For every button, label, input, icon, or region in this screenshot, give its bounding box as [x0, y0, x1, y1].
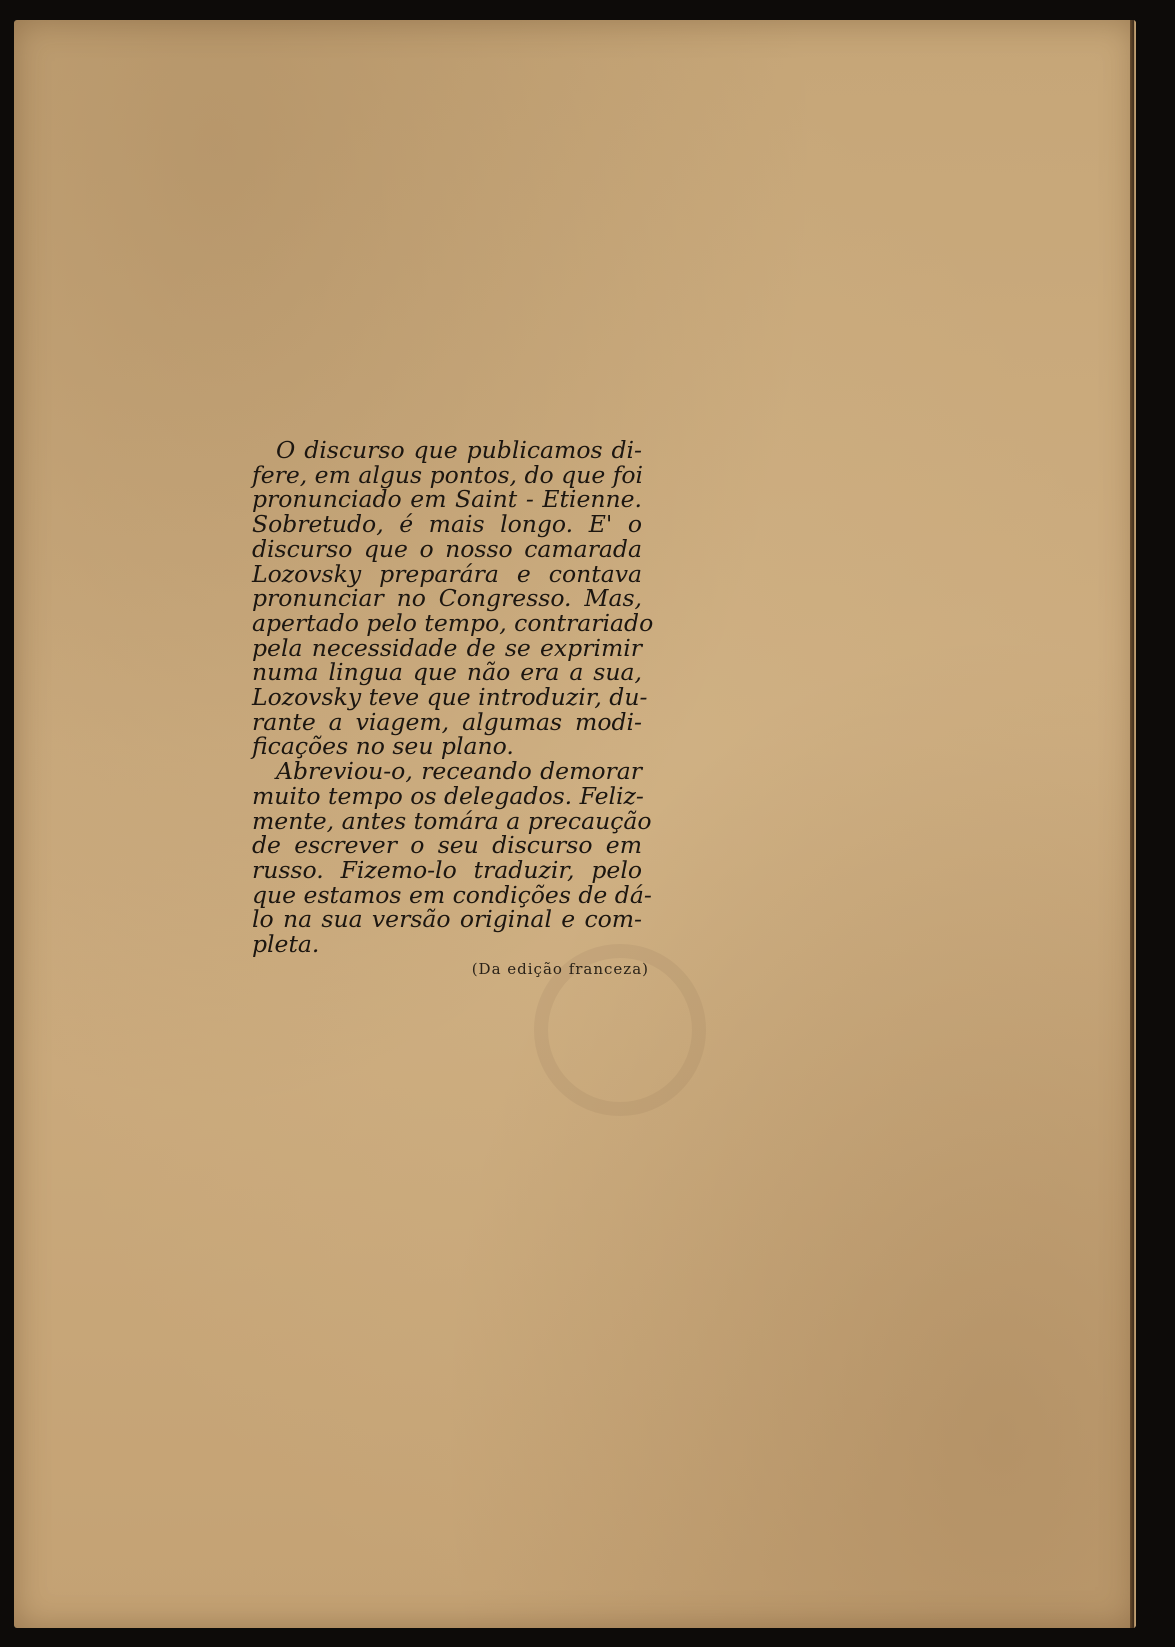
text-line: apertado pelo tempo, contrariado: [252, 608, 654, 637]
text-line: mente, antes tomára a precaução: [252, 806, 652, 835]
text-line: muito tempo os delegados. Feliz-: [252, 781, 644, 810]
text-line: discurso que o nosso camarada: [252, 534, 642, 563]
edition-credit: (Da edição franceza): [471, 960, 649, 978]
text-line: pela necessidade de se exprimir: [252, 633, 642, 662]
paragraph-1: [252, 436, 654, 761]
text-line: fere, em algus pontos, do que foi: [252, 460, 644, 489]
text-line: pleta.: [252, 930, 320, 959]
text-line: Sobretudo, é mais longo. E' o: [252, 510, 642, 539]
text-line: ficações no seu plano.: [252, 732, 514, 761]
text-line: pronunciar no Congresso. Mas,: [252, 584, 642, 613]
text-line: que estamos em condições de dá-: [252, 880, 652, 909]
preface-text: [252, 436, 654, 959]
book-page: [14, 20, 1136, 1628]
text-line: pronunciado em Saint - Etienne.: [252, 485, 642, 514]
text-line: russo. Fizemo-lo traduzir, pelo: [252, 855, 642, 884]
text-line: Abreviou-o, receando demorar: [276, 757, 642, 786]
paragraph-2: [252, 757, 652, 959]
text-line: O discurso que publicamos di-: [276, 436, 642, 464]
adjacent-page-edge: [1134, 20, 1136, 1628]
text-line: lo na sua versão original e com-: [252, 905, 642, 934]
text-line: rante a viagem, algumas modi-: [252, 707, 642, 736]
text-line: Lozovsky preparára e contava: [252, 559, 642, 588]
text-line: numa lingua que não era a sua,: [252, 658, 642, 687]
text-line: de escrever o seu discurso em: [252, 831, 642, 860]
text-line: Lozovsky teve que introduzir, du-: [252, 683, 648, 712]
